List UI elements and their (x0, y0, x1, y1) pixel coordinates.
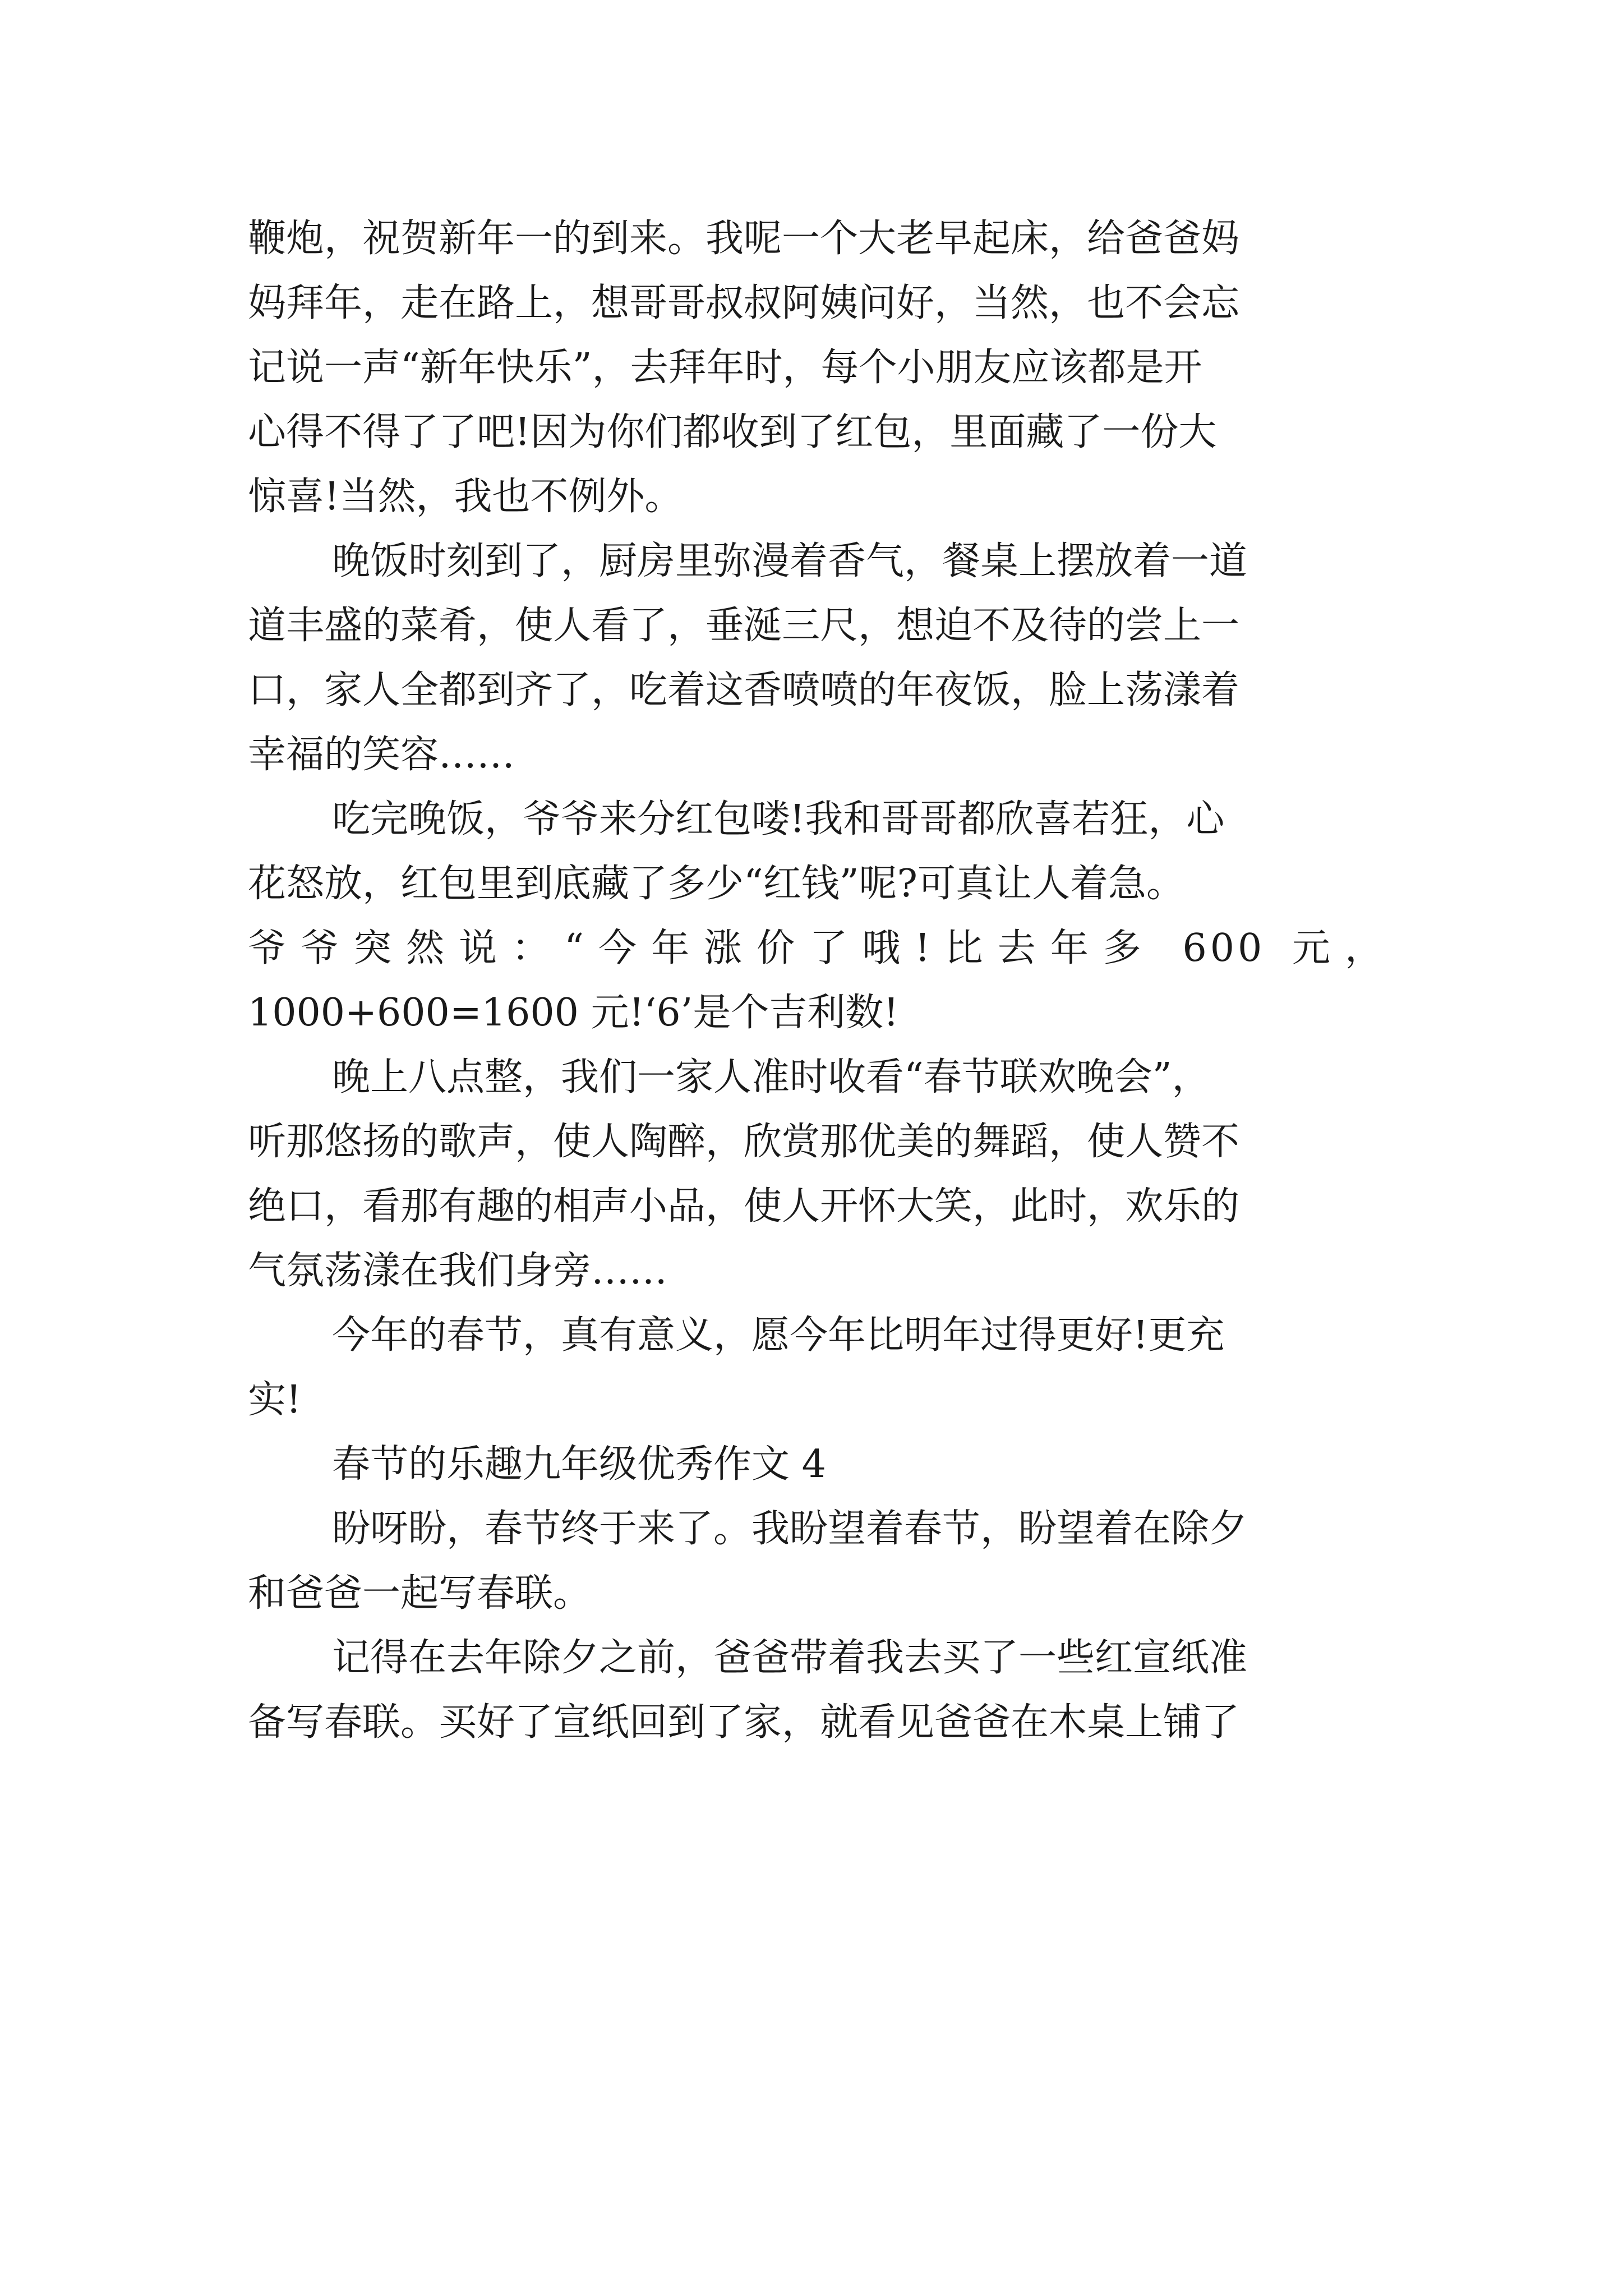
text-line: 幸福的笑容…… (248, 733, 515, 777)
text-line: 妈拜年，走在路上，想哥哥叔叔阿姨问好，当然，也不会忘 (248, 281, 1240, 325)
text-line: 吃完晚饭，爷爷来分红包喽!我和哥哥都欣喜若狂，心 (332, 797, 1225, 841)
text-line: 实! (248, 1378, 302, 1422)
text-line: 花怒放，红包里到底藏了多少“红钱”呢?可真让人着急。 (248, 862, 1184, 906)
text-line: 鞭炮，祝贺新年一的到来。我呢一个大老早起床，给爸爸妈 (248, 217, 1240, 261)
paragraph-2 (248, 529, 1386, 787)
text-line: 盼呀盼，春节终于来了。我盼望着春节，盼望着在除夕 (332, 1507, 1248, 1551)
text-line: 备写春联。买好了宣纸回到了家，就看见爸爸在木桌上铺了 (248, 1700, 1240, 1745)
text-line: 口，家人全都到齐了，吃着这香喷喷的年夜饭，脸上荡漾着 (248, 668, 1240, 712)
text-line: 记说一声“新年快乐”，去拜年时，每个小朋友应该都是开 (248, 346, 1202, 390)
paragraph-4 (248, 1045, 1386, 1303)
paragraph-6 (248, 1497, 1386, 1626)
text-line: 心得不得了了吧!因为你们都收到了红包，里面藏了一份大 (248, 410, 1217, 454)
text-line: 惊喜!当然，我也不例外。 (248, 475, 683, 519)
text-line: 听那悠扬的歌声，使人陶醉，欣赏那优美的舞蹈，使人赞不 (248, 1120, 1240, 1164)
document-page (248, 206, 1386, 1755)
text-line: 记得在去年除夕之前，爸爸带着我去买了一些红宣纸准 (332, 1636, 1248, 1680)
paragraph-1 (248, 206, 1386, 529)
text-line: 绝口，看那有趣的相声小品，使人开怀大笑，此时，欢乐的 (248, 1184, 1240, 1228)
text-line: 道丰盛的菜肴，使人看了，垂涎三尺，想迫不及待的尝上一 (248, 604, 1240, 648)
text-line: 1000+600=1600 元!‘6’是个吉利数! (248, 991, 899, 1035)
text-line: 爷爷突然说：“今年涨价了哦!比去年多 600 元， (248, 926, 1386, 970)
text-line: 晚上八点整，我们一家人准时收看“春节联欢晚会”， (332, 1055, 1210, 1099)
text-line: 和爸爸一起写春联。 (248, 1571, 592, 1616)
paragraph-5 (248, 1303, 1386, 1432)
text-line: 晚饭时刻到了，厨房里弥漫着香气，餐桌上摆放着一道 (332, 539, 1248, 583)
section-heading: 春节的乐趣九年级优秀作文 4 (332, 1442, 826, 1487)
paragraph-7 (248, 1626, 1386, 1755)
text-line: 气氛荡漾在我们身旁…… (248, 1249, 668, 1293)
text-line: 今年的春节，真有意义，愿今年比明年过得更好!更充 (332, 1313, 1225, 1358)
paragraph-3 (248, 787, 1386, 1045)
